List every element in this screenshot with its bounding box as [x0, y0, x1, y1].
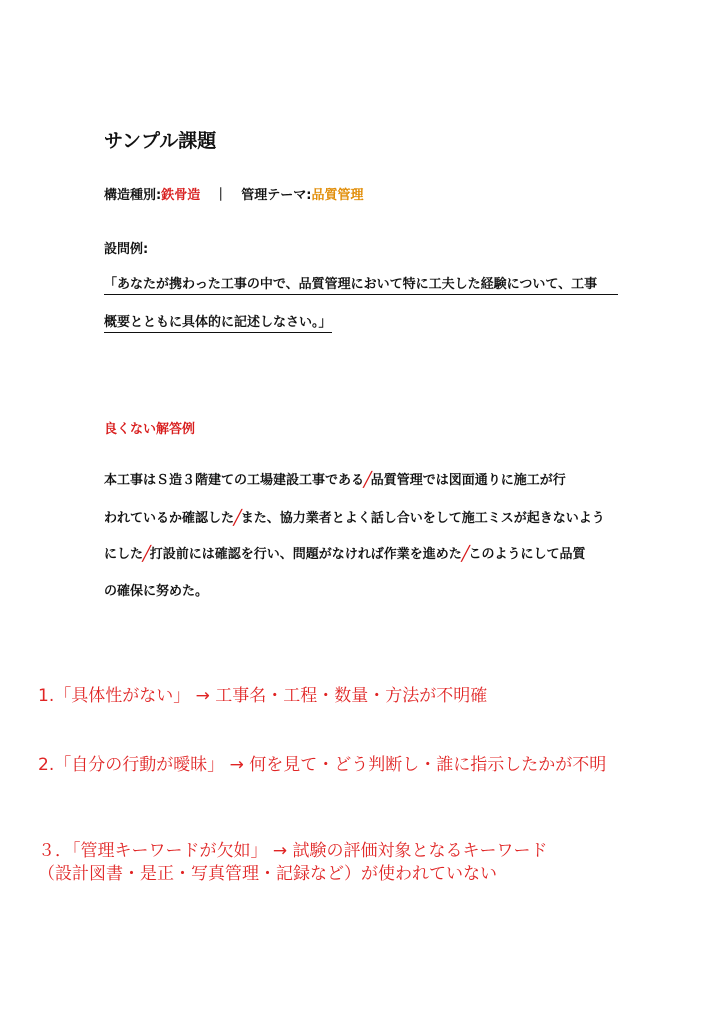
answer-text: このようにして品質 [468, 547, 586, 562]
answer-text: また、協力業者とよく話し合いをして施工ミスが起きないよう [240, 511, 605, 526]
theme-value: 品質管理 [311, 188, 364, 203]
answer-text: 打設前には確認を行い、問題がなければ作業を進めた [149, 547, 462, 562]
issue-3-line-2: （設計図書・是正・写真管理・記録など）が使われていない [38, 864, 497, 884]
answer-text: 品質管理では図面通りに施工が行 [370, 473, 566, 488]
theme-label: 管理テーマ: [241, 188, 312, 203]
question-line-2: 概要とともに具体的に記述しなさい。」 [104, 311, 332, 333]
correction-mark: / [140, 542, 153, 567]
answer-line-2 [104, 506, 605, 531]
structure-value: 鉄骨造 [161, 188, 201, 203]
page-title: サンプル課題 [104, 130, 217, 152]
meta-line [104, 184, 363, 203]
correction-mark: / [361, 468, 374, 493]
question-label: 設問例: [104, 242, 149, 257]
issue-1: 1.「具体性がない」 → 工事名・工程・数量・方法が不明確 [38, 686, 488, 706]
answer-text: われているか確認した [104, 511, 235, 526]
structure-label: 構造種別: [104, 188, 162, 203]
bad-example-label: 良くない解答例 [104, 422, 196, 437]
answer-text: 本工事はＳ造３階建ての工場建設工事である [104, 473, 365, 488]
correction-mark: / [458, 542, 472, 567]
answer-line-3 [104, 542, 586, 567]
issue-3-line-1: ３．「管理キーワードが欠如」 → 試験の評価対象となるキーワード [38, 841, 548, 861]
correction-mark: / [231, 506, 244, 531]
meta-separator: ｜ [214, 188, 228, 203]
answer-text: にした [104, 547, 144, 562]
question-line-1: 「あなたが携わった工事の中で、品質管理において特に工夫した経験について、工事 [104, 273, 618, 295]
answer-line-4: の確保に努めた。 [104, 584, 209, 599]
answer-line-1 [104, 468, 566, 493]
issue-2: 2.「自分の行動が曖昧」 → 何を見て・どう判断し・誰に指示したかが不明 [38, 755, 607, 775]
